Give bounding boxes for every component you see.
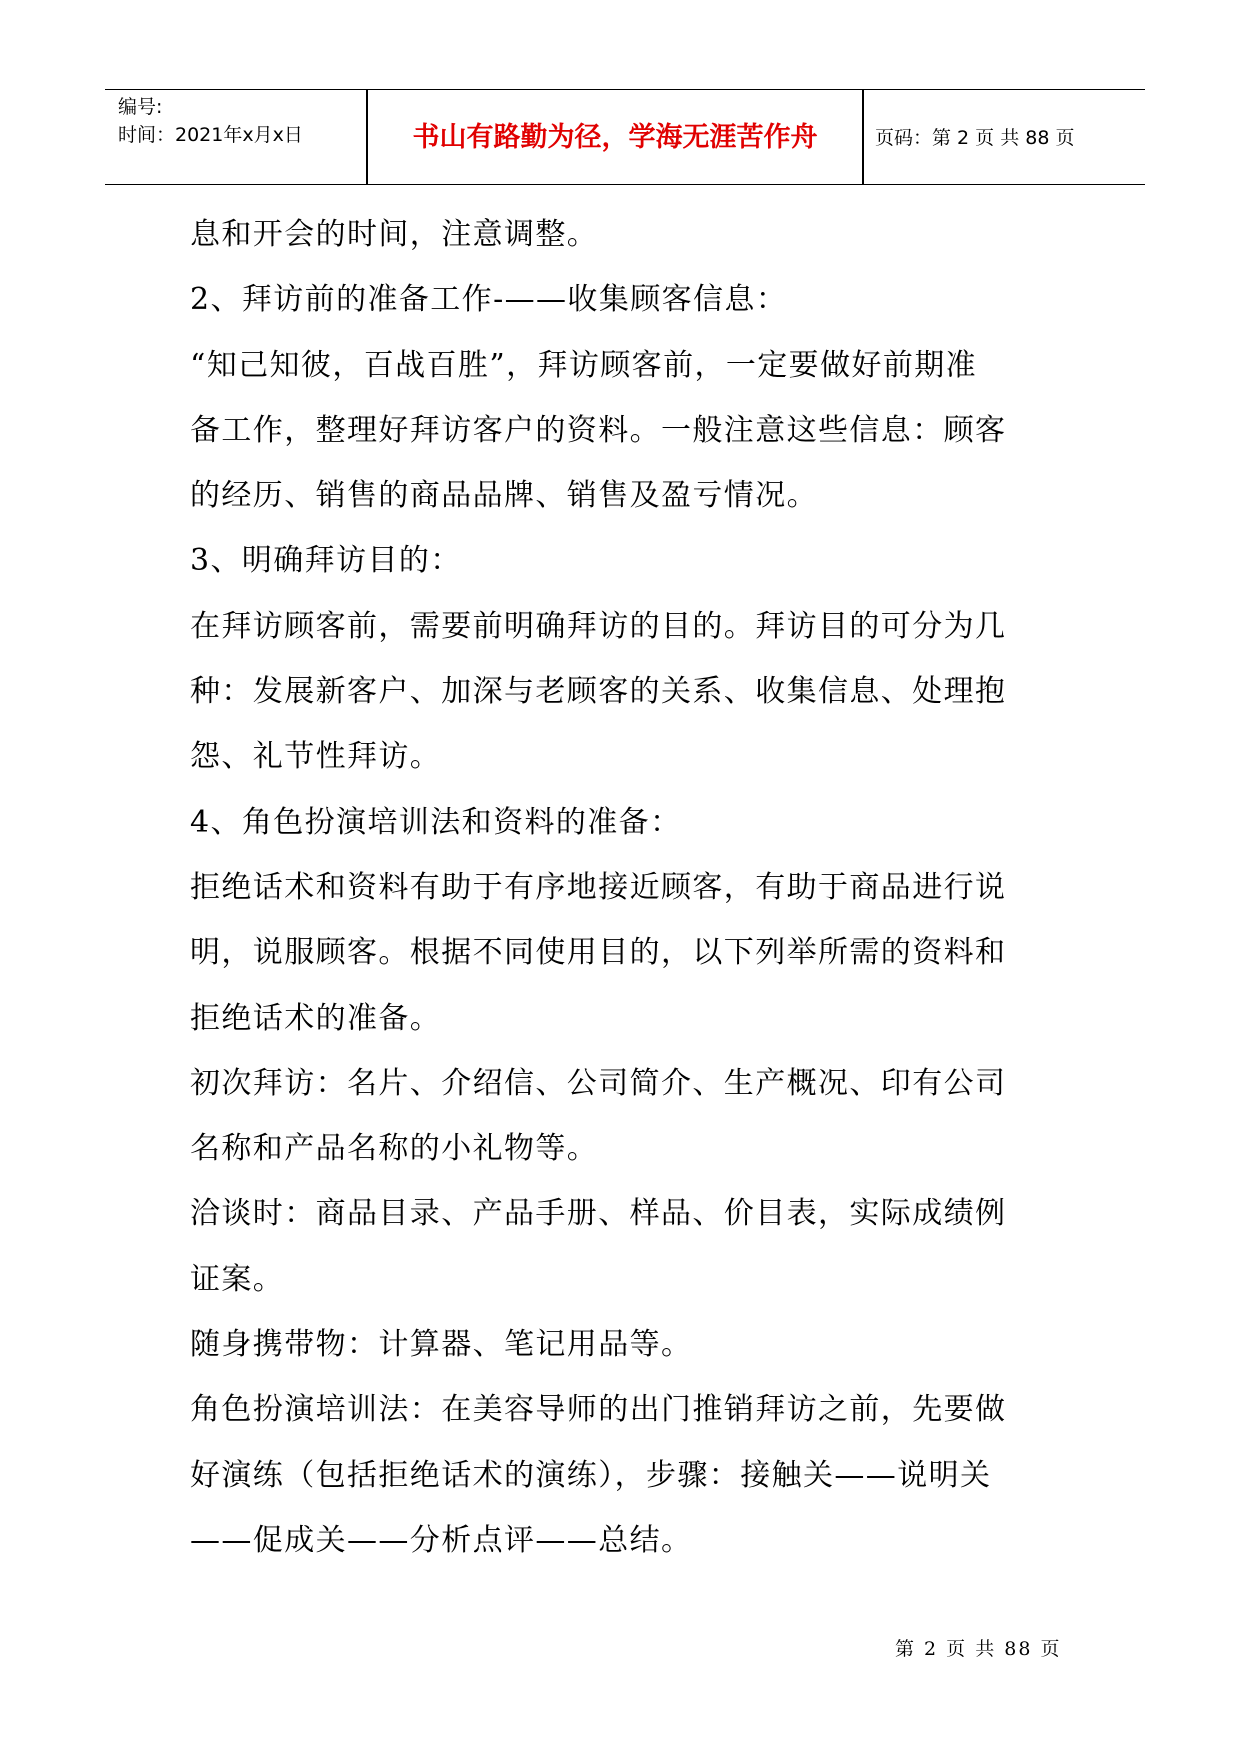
text-line: 种：发展新客户、加深与老顾客的关系、收集信息、处理抱 [190,674,1007,710]
text-line: 好演练（包括拒绝话术的演练），步骤：接触关——说明关 [190,1457,992,1493]
section-heading: 2、拜访前的准备工作-——收集顾客信息： [190,282,788,318]
page-header [105,89,1145,185]
text-line: 初次拜访：名片、介绍信、公司简介、生产概况、印有公司 [190,1065,1007,1101]
text-line: 在拜访顾客前，需要前明确拜访的目的。拜访目的可分为几 [190,608,1007,644]
header-divider-right [862,90,864,184]
text-line: 拒绝话术的准备。 [190,1000,442,1036]
header-divider-left [366,90,368,184]
text-line: ——促成关——分析点评——总结。 [190,1522,693,1558]
text-line: 随身携带物：计算器、笔记用品等。 [190,1327,693,1363]
text-line: 明，说服顾客。根据不同使用目的，以下列举所需的资料和 [190,935,1007,971]
doc-number-label: 编号: [118,96,163,118]
doc-time-label: 时间：2021年x月x日 [118,124,303,146]
text-line: 证案。 [190,1261,285,1297]
document-body [190,215,1070,1586]
text-line: 怨、礼节性拜访。 [190,739,442,775]
text-line: 角色扮演培训法：在美容导师的出门推销拜访之前，先要做 [190,1392,1007,1428]
text-line: 洽谈时：商品目录、产品手册、样品、价目表，实际成绩例 [190,1196,1007,1232]
section-heading: 4、角色扮演培训法和资料的准备： [190,804,682,840]
page-footer: 第 2 页 共 88 页 [895,1638,1062,1660]
header-motto: 书山有路勤为径，学海无涯苦作舟 [412,122,818,153]
text-line: 拒绝话术和资料有助于有序地接近顾客，有助于商品进行说 [190,869,1007,905]
text-line: “知己知彼，百战百胜”，拜访顾客前，一定要做好前期准 [190,347,978,383]
section-heading: 3、明确拜访目的： [190,543,462,579]
header-meta [118,93,303,149]
text-line: 息和开会的时间，注意调整。 [190,217,599,252]
header-page-label: 页码：第 2 页 共 88 页 [875,127,1075,149]
text-line: 的经历、销售的商品品牌、销售及盈亏情况。 [190,478,818,514]
text-line: 备工作，整理好拜访客户的资料。一般注意这些信息：顾客 [190,412,1007,448]
text-line: 名称和产品名称的小礼物等。 [190,1131,599,1167]
